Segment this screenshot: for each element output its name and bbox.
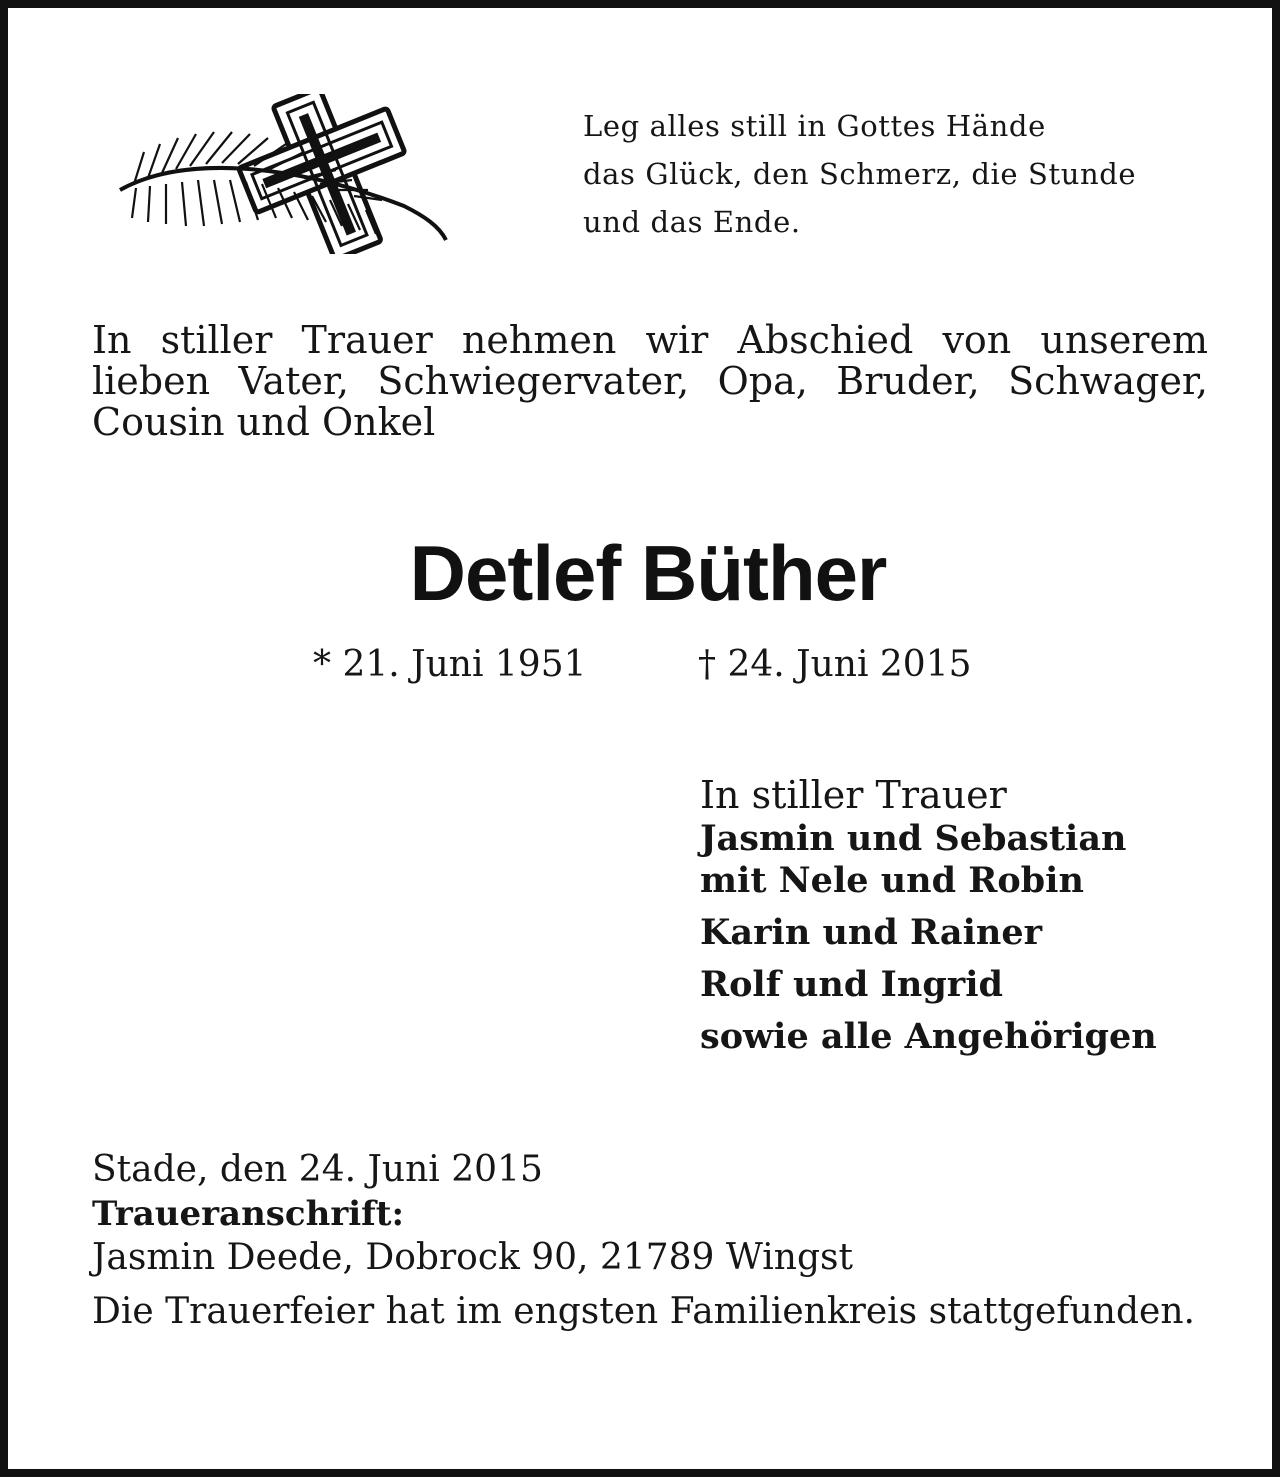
mourner-name: mit Nele und Robin [700, 860, 1084, 901]
deceased-name: Detlef Büther [409, 529, 887, 617]
death-date: † 24. Juni 2015 [698, 644, 972, 685]
cross-with-palm-frond-icon [114, 94, 454, 254]
mourner-name: sowie alle Angehörigen [700, 1016, 1157, 1057]
place-date: Stade, den 24. Juni 2015 [92, 1149, 543, 1190]
verse-line: und das Ende. [583, 205, 801, 239]
footer [92, 1148, 1208, 1332]
intro-text: In stiller Trauer nehmen wir Abschied von unserem lieben Vater, Schwiegervater, Opa, Bruder, Schwager, Cousin und Onkel [92, 318, 1208, 444]
verse [583, 102, 1223, 246]
verse-line: das Glück, den Schmerz, die Stunde [583, 157, 1137, 191]
mourner-name: Karin und Rainer [700, 912, 1043, 953]
ceremony-note: Die Trauerfeier hat im engsten Familienkreis stattgefunden. [92, 1291, 1195, 1332]
mourners [700, 772, 1260, 1058]
mourners-lead: In stiller Trauer [700, 773, 1007, 817]
address-label: Traueranschrift: [92, 1194, 405, 1234]
verse-line: Leg alles still in Gottes Hände [583, 109, 1046, 143]
mourner-name: Rolf und Ingrid [700, 964, 1004, 1005]
birth-date: * 21. Juni 1951 [313, 644, 587, 685]
mourner-name: Jasmin und Sebastian [700, 818, 1127, 859]
address: Jasmin Deede, Dobrock 90, 21789 Wingst [92, 1237, 853, 1278]
